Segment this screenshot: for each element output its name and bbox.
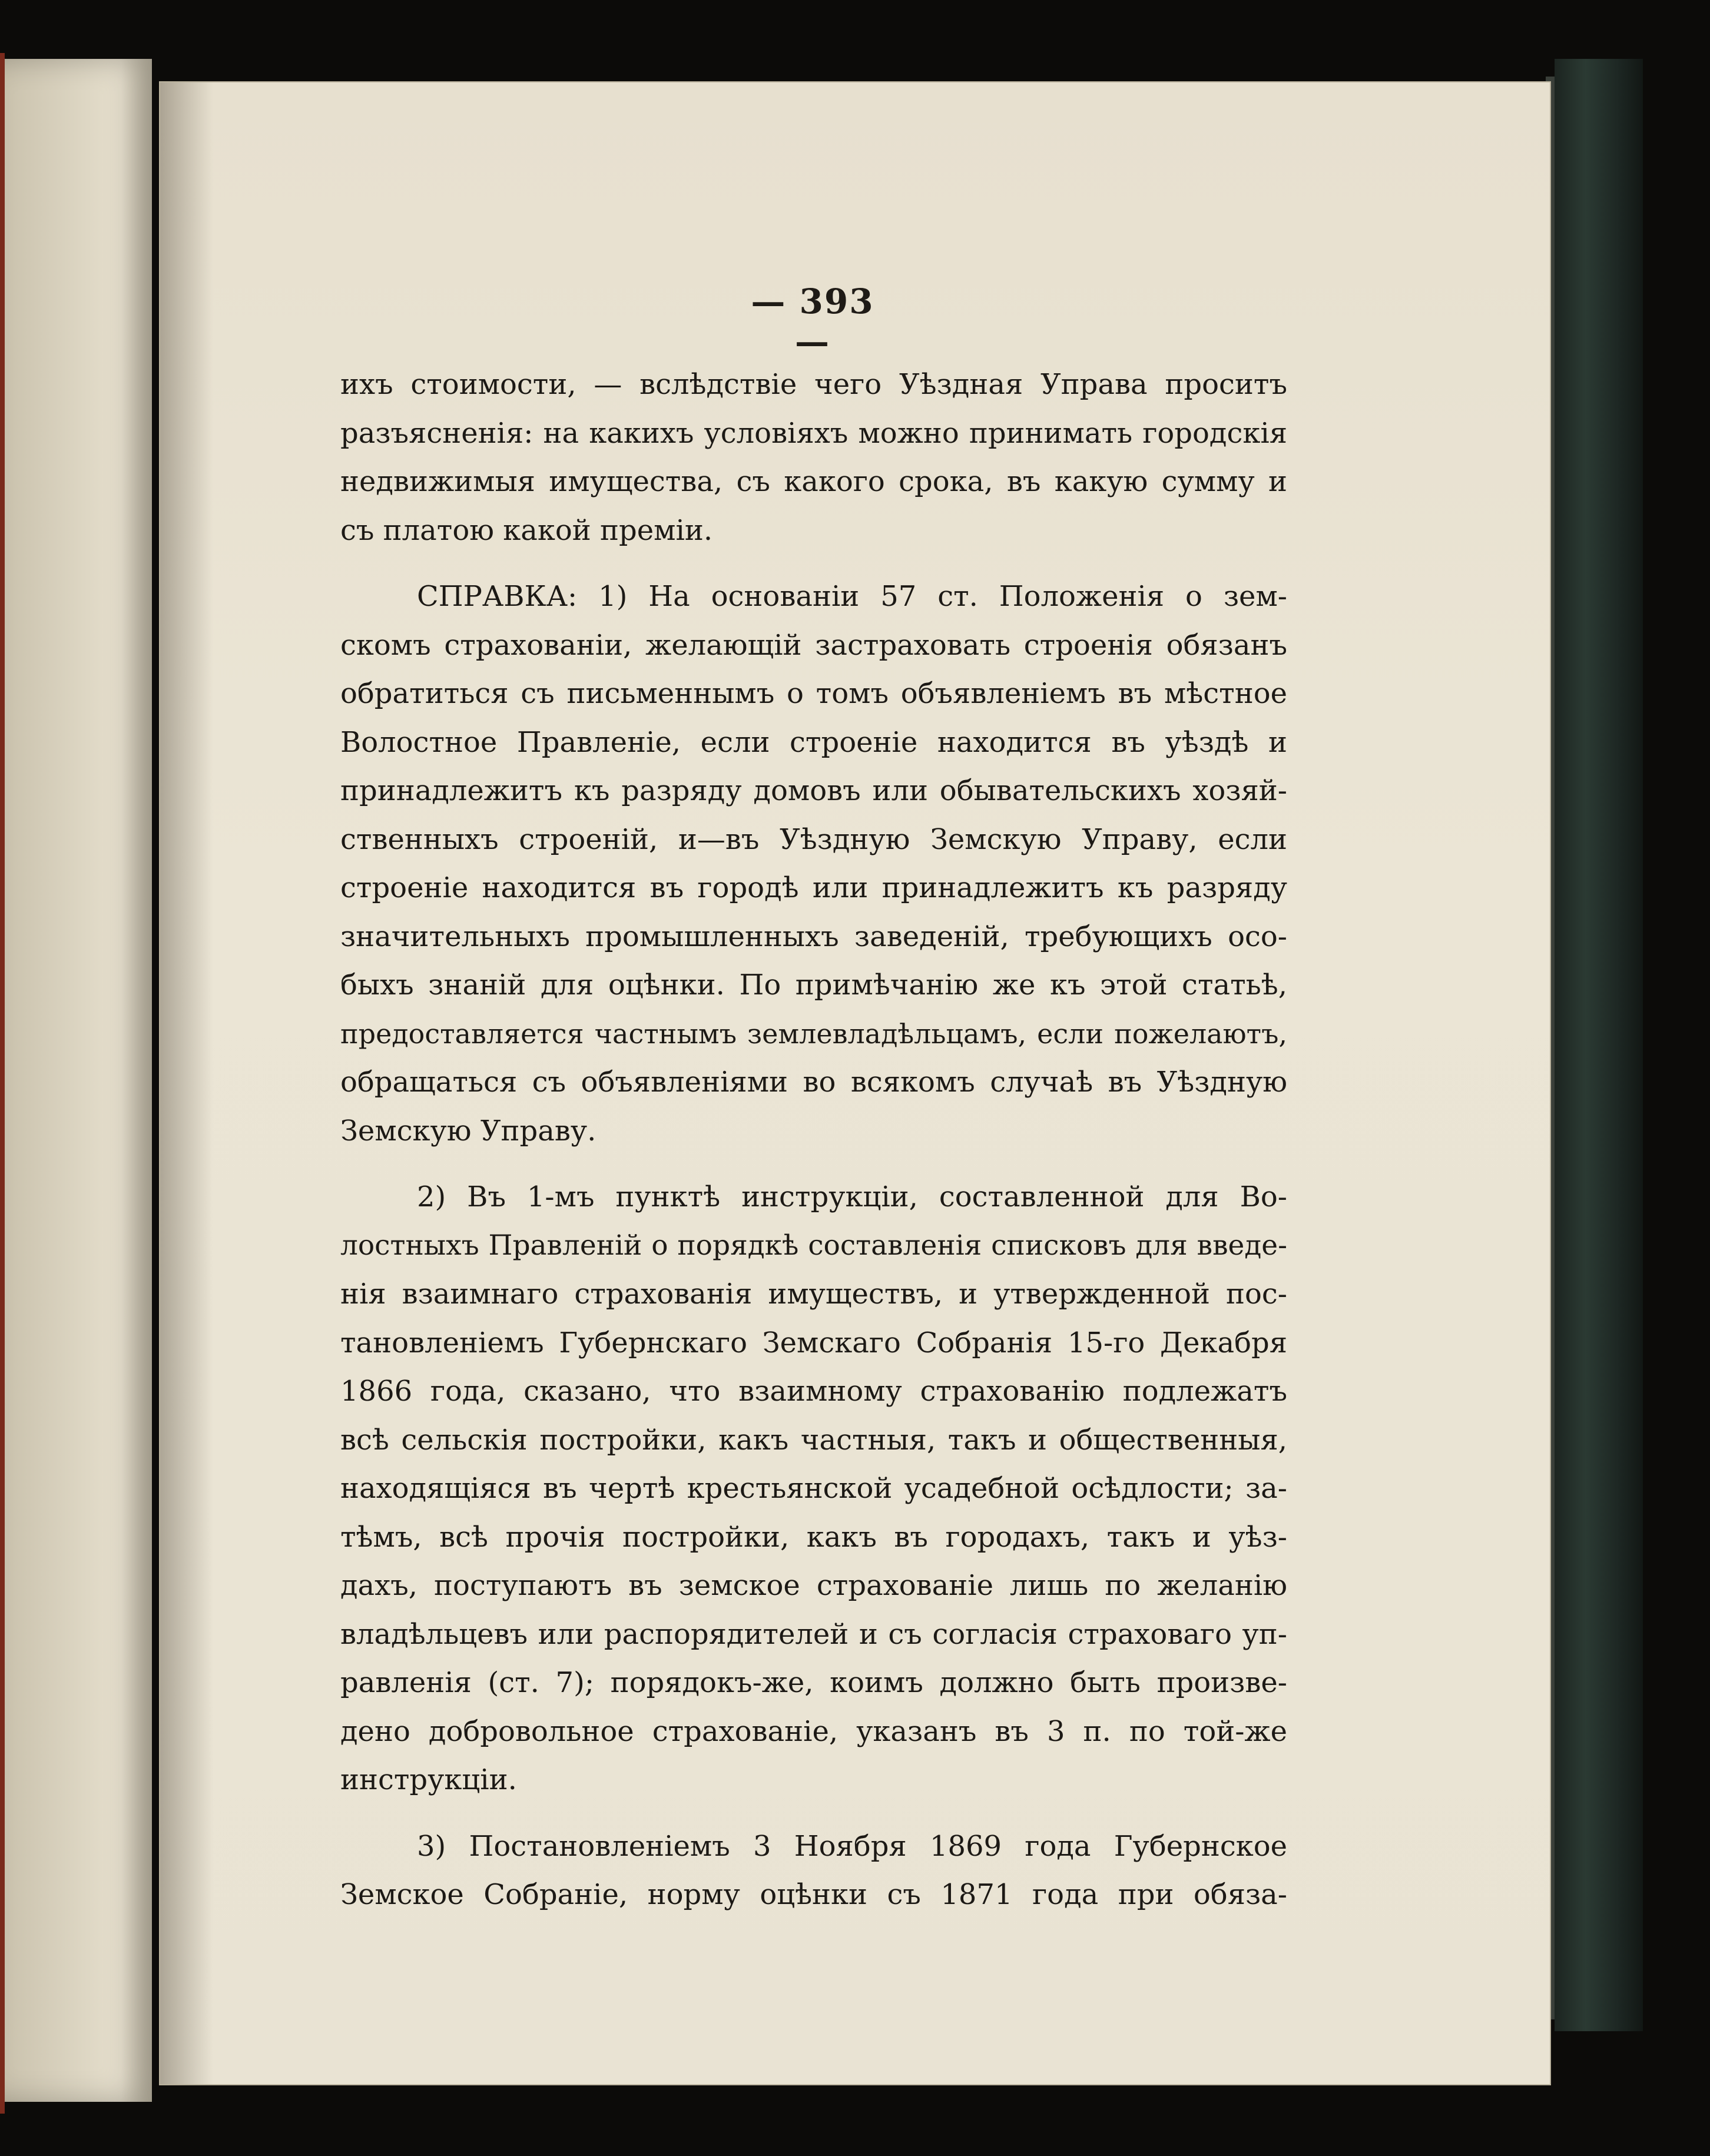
text-line: дахъ, поступаютъ въ земское страхованіе лишь по желанію [340, 1569, 1287, 1602]
text-line: СПРАВКА: 1) На основаніи 57 ст. Положенія о зем- [417, 580, 1287, 613]
text-line: значительныхъ промышленныхъ заведеній, требующихъ осо- [340, 920, 1287, 953]
text-line: обратиться съ письменнымъ о томъ объявленіемъ въ мѣстное [340, 677, 1287, 710]
page-number: — 393 — [751, 281, 874, 361]
paragraph [340, 360, 1287, 555]
text-line: находящіяся въ чертѣ крестьянской усадебной осѣдлости; за- [340, 1472, 1287, 1505]
gutter-shadow [160, 82, 213, 2084]
text-line: владѣльцевъ или распорядителей и съ согласія страховаго уп- [340, 1617, 1287, 1651]
text-line: скомъ страхованіи, желающій застраховать строенія обязанъ [340, 628, 1287, 662]
text-line: всѣ сельскія постройки, какъ частныя, такъ и общественныя, [340, 1423, 1287, 1457]
paragraph-item-2 [340, 1173, 1287, 1805]
text-line: 2) Въ 1-мъ пунктѣ инструкціи, составленной для Во- [417, 1180, 1287, 1213]
book-binding [1555, 59, 1643, 2031]
text-line: тѣмъ, всѣ прочія постройки, какъ въ городахъ, такъ и уѣз- [340, 1520, 1287, 1554]
text-line: Земское Собраніе, норму оцѣнки съ 1871 года при обяза- [340, 1878, 1287, 1911]
text-line: ственныхъ строеній, и—въ Уѣздную Земскую Управу, если [340, 822, 1287, 856]
text-line: строеніе находится въ городѣ или принадлежитъ къ разряду [340, 871, 1287, 904]
text-line: дено добровольное страхованіе, указанъ въ 3 п. по той-же [340, 1714, 1287, 1748]
text-line: инструкціи. [340, 1763, 517, 1796]
text-line: быхъ знаній для оцѣнки. По примѣчанію же къ этой статьѣ, [340, 968, 1287, 1001]
text-line: разъясненія: на какихъ условіяхъ можно принимать городскія [340, 416, 1287, 450]
text-line: недвижимыя имущества, съ какого срока, въ какую сумму и [340, 465, 1287, 498]
text-line: нія взаимнаго страхованія имуществъ, и утвержденной пос- [340, 1278, 1287, 1311]
text-line: принадлежитъ къ разряду домовъ или обывательскихъ хозяй- [340, 774, 1287, 807]
page-text [340, 360, 1287, 1919]
left-page-edge [0, 59, 152, 2102]
paragraph-spravka [340, 572, 1287, 1155]
paragraph-item-3 [340, 1822, 1287, 1919]
text-line: лостныхъ Правленій о порядкѣ составленія списковъ для введе- [340, 1229, 1287, 1262]
text-line: ихъ стоимости, — вслѣдствіе чего Уѣздная Управа проситъ [340, 368, 1287, 401]
text-line: 1866 года, сказано, что взаимному страхованію подлежатъ [340, 1375, 1287, 1408]
text-line: тановленіемъ Губернскаго Земскаго Собранія 15-го Декабря [340, 1326, 1287, 1359]
left-cover-edge [0, 53, 5, 2114]
text-line: Земскую Управу. [340, 1114, 596, 1147]
text-line: предоставляется частнымъ землевладѣльцамъ, если пожелаютъ, [340, 1017, 1287, 1050]
text-line: обращаться съ объявленіями во всякомъ случаѣ въ Уѣздную [340, 1066, 1287, 1099]
text-line: Волостное Правленіе, если строеніе находится въ уѣздѣ и [340, 725, 1287, 759]
text-line: равленія (ст. 7); порядокъ-же, коимъ должно быть произве- [340, 1666, 1287, 1699]
text-line: 3) Постановленіемъ 3 Ноября 1869 года Губернское [417, 1829, 1287, 1863]
text-line: съ платою какой преміи. [340, 513, 713, 547]
